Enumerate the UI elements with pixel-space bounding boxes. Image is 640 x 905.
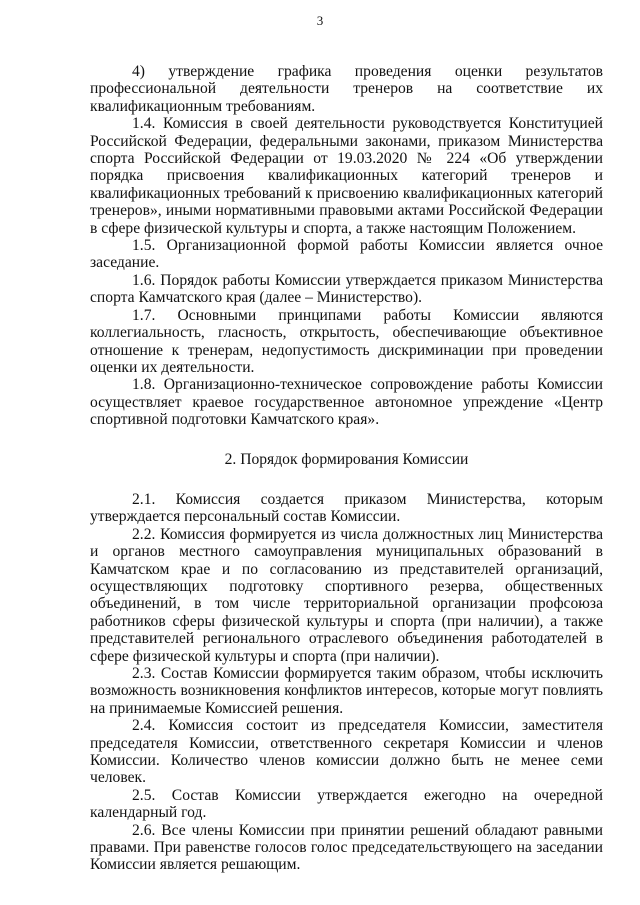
paragraph-1-4: 1.4. Комиссия в своей деятельности руководствуется Конституцией Российской Федерации, федеральными законами, приказом Министерства спорта Российской Федерации от 19.03.2020 № 224 «Об утверждении порядка присвоения квалификационных категорий тренеров и квалификационных требований к присвоению квалификационных категорий тренеров», иными нормативными правовыми актами Российской Федерации в сфере физической культуры и спорта, а также настоящим Положением. (90, 115, 603, 237)
paragraph-2-1: 2.1. Комиссия создается приказом Министерства, которым утверждается персональный состав Комиссии. (90, 490, 603, 526)
paragraph-2-2: 2.2. Комиссия формируется из числа должностных лиц Министерства и органов местного самоуправления муниципальных образований в Камчатском крае и по согласованию из представителей организаций, осуществляющих подготовку спортивного резерва, общественных объединений, в том числе территориальной организации профсоюза работников сферы физической культуры и спорта (при наличии), а также представителей регионального отраслевого объединения работодателей в сфере физической культуры и спорта (при наличии). (90, 525, 603, 665)
document-body (90, 63, 603, 874)
paragraph-1-8: 1.8. Организационно-техническое сопровождение работы Комиссии осуществляет краевое государственное автономное упреждение «Центр спортивной подготовки Камчатского края». (90, 376, 603, 429)
paragraph-1-5: 1.5. Организационной формой работы Комиссии является очное заседание. (90, 237, 603, 272)
paragraph-2-4: 2.4. Комиссия состоит из председателя Комиссии, заместителя председателя Комиссии, ответственного секретаря Комиссии и членов Комиссии. Количество членов комиссии должно быть не менее семи человек. (90, 717, 603, 787)
paragraph-item-4: 4) утверждение графика проведения оценки результатов профессиональной деятельности тренеров на соответствие их квалификационным требованиям. (90, 63, 603, 115)
paragraph-2-6: 2.6. Все члены Комиссии при принятии решений обладают равными правами. При равенстве голосов голос председательствующего на заседании Комиссии является решающим. (90, 821, 603, 874)
paragraph-2-3: 2.3. Состав Комиссии формируется таким образом, чтобы исключить возможность возникновения конфликтов интересов, которые могут повлиять на принимаемые Комиссией решения. (90, 665, 603, 717)
section-heading: 2. Порядок формирования Комиссии (224, 450, 469, 468)
paragraph-1-7: 1.7. Основными принципами работы Комиссии являются коллегиальность, гласность, открытость, обеспечивающие объективное отношение к тренерам, недопустимость дискриминации при проведении оценки их деятельности. (90, 306, 603, 376)
paragraph-1-6: 1.6. Порядок работы Комиссии утверждается приказом Министерства спорта Камчатского края (далее – Министерство). (90, 271, 603, 307)
page-number: 3 (316, 13, 324, 28)
paragraph-2-5: 2.5. Состав Комиссии утверждается ежегодно на очередной календарный год. (90, 786, 603, 822)
